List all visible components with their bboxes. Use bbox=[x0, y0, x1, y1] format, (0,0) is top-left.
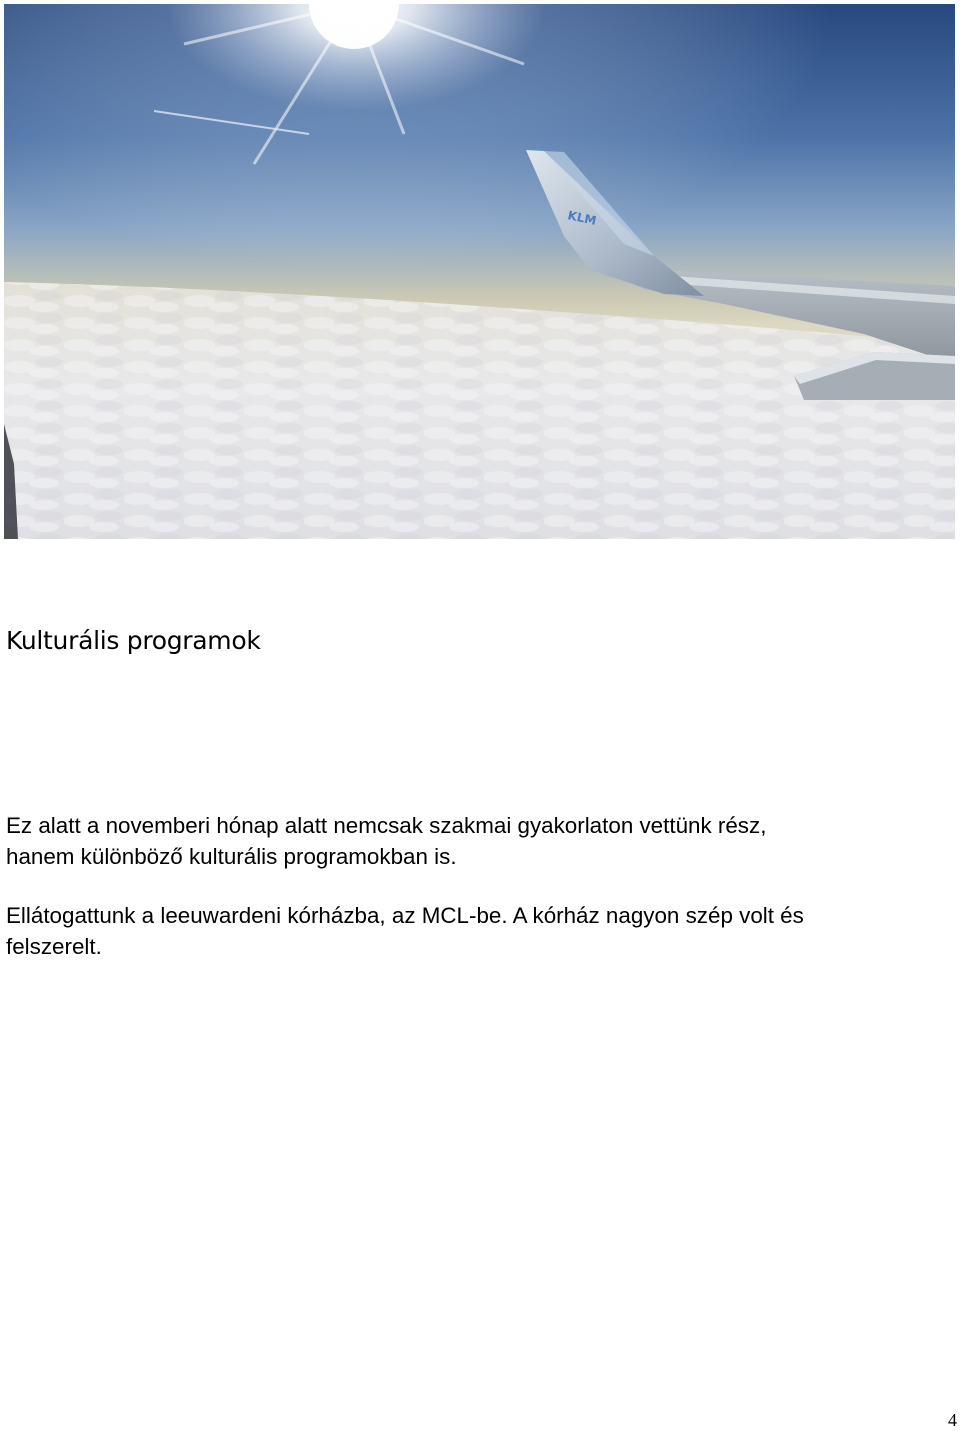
paragraph-intro bbox=[6, 810, 956, 872]
airplane-wing-photo bbox=[4, 4, 955, 539]
paragraph-intro-line-1: Ez alatt a novemberi hónap alatt nemcsak szakmai gyakorlaton vettünk rész, bbox=[6, 813, 767, 838]
section-heading: Kulturális programok bbox=[6, 626, 261, 655]
paragraph-hospital-visit-line-2: felszerelt. bbox=[6, 934, 102, 959]
klm-logo-text: KLM bbox=[566, 208, 598, 228]
page-number: 4 bbox=[948, 1410, 957, 1430]
paragraph-intro-line-2: hanem különböző kulturális programokban is. bbox=[6, 844, 457, 869]
paragraph-hospital-visit-line-1: Ellátogattunk a leeuwardeni kórházba, az MCL-be. A kórház nagyon szép volt és bbox=[6, 903, 804, 928]
paragraph-hospital-visit bbox=[6, 900, 956, 962]
